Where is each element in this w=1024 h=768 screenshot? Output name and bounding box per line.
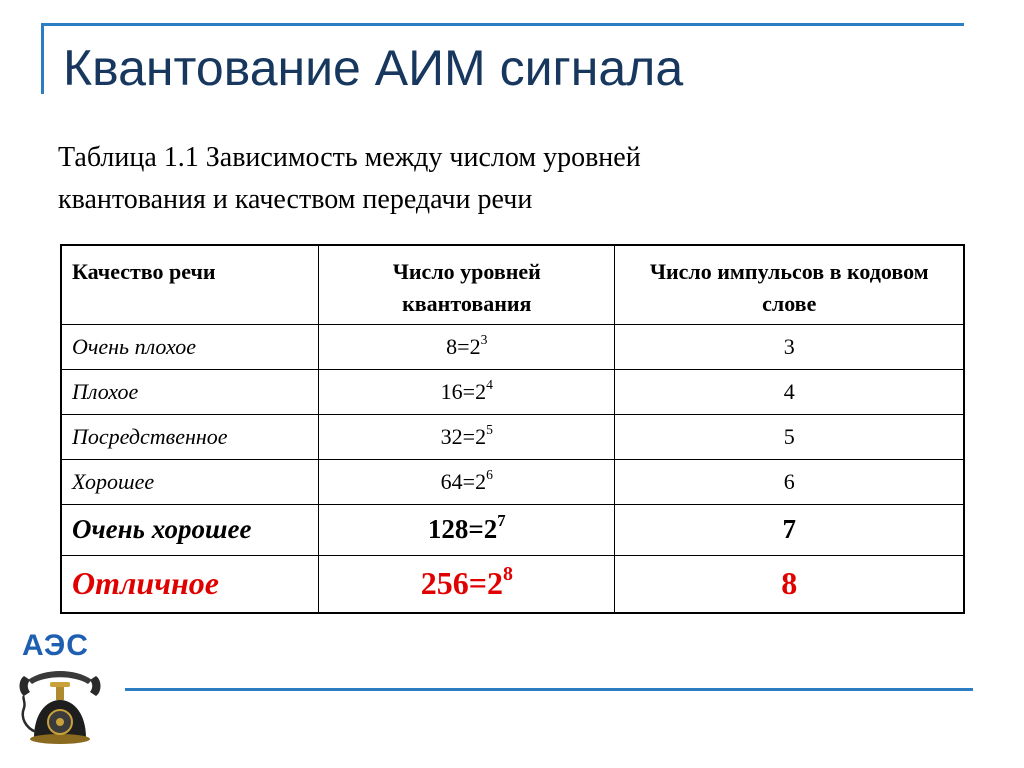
cell-levels	[319, 504, 615, 555]
levels-base: 64=2	[440, 468, 487, 494]
table-header-row	[61, 245, 964, 324]
table-row	[61, 414, 964, 459]
header-quantization-levels: Число уровней квантования	[319, 245, 615, 324]
cell-quality: Очень хорошее	[61, 504, 319, 555]
title-accent-line-left	[41, 23, 44, 94]
levels-exponent: 3	[480, 331, 488, 347]
cell-quality: Хорошее	[61, 459, 319, 504]
table-row	[61, 369, 964, 414]
levels-base: 32=2	[440, 423, 487, 449]
quantization-table	[60, 244, 965, 614]
cell-impulses: 3	[615, 324, 964, 369]
table-row	[61, 324, 964, 369]
cell-levels	[319, 459, 615, 504]
header-pulses-in-codeword: Число импульсов в кодовом слове	[615, 245, 964, 324]
logo-text: АЭС	[22, 629, 89, 662]
header-speech-quality: Качество речи	[61, 245, 319, 324]
levels-exponent: 8	[502, 563, 513, 586]
levels-base: 256=2	[420, 565, 503, 601]
cell-impulses: 6	[615, 459, 964, 504]
aes-logo	[10, 628, 120, 746]
table-caption-line-1: Таблица 1.1 Зависимость между числом уровней	[58, 142, 641, 173]
table-row	[61, 504, 964, 555]
table-row	[61, 459, 964, 504]
cell-quality: Отличное	[61, 555, 319, 613]
cell-quality: Посредственное	[61, 414, 319, 459]
title-accent-line-top	[41, 23, 964, 26]
levels-base: 16=2	[440, 378, 487, 404]
levels-base: 128=2	[427, 514, 498, 544]
cell-levels	[319, 324, 615, 369]
cell-quality: Очень плохое	[61, 324, 319, 369]
cell-impulses: 7	[615, 504, 964, 555]
levels-base: 8=2	[446, 333, 481, 359]
cell-impulses: 4	[615, 369, 964, 414]
telephone-icon	[10, 662, 120, 746]
footer-accent-line	[125, 688, 973, 691]
cell-levels	[319, 414, 615, 459]
table-caption-line-2: квантования и качеством передачи речи	[58, 184, 533, 215]
levels-exponent: 7	[497, 511, 506, 531]
cell-levels	[319, 369, 615, 414]
levels-exponent: 6	[486, 466, 493, 482]
levels-exponent: 4	[486, 376, 493, 392]
cell-quality: Плохое	[61, 369, 319, 414]
cell-levels	[319, 555, 615, 613]
levels-exponent: 5	[486, 421, 493, 437]
cell-impulses: 8	[615, 555, 964, 613]
table-row	[61, 555, 964, 613]
table-caption	[58, 137, 958, 221]
slide-title: Квантование АИМ сигнала	[63, 40, 684, 96]
cell-impulses: 5	[615, 414, 964, 459]
